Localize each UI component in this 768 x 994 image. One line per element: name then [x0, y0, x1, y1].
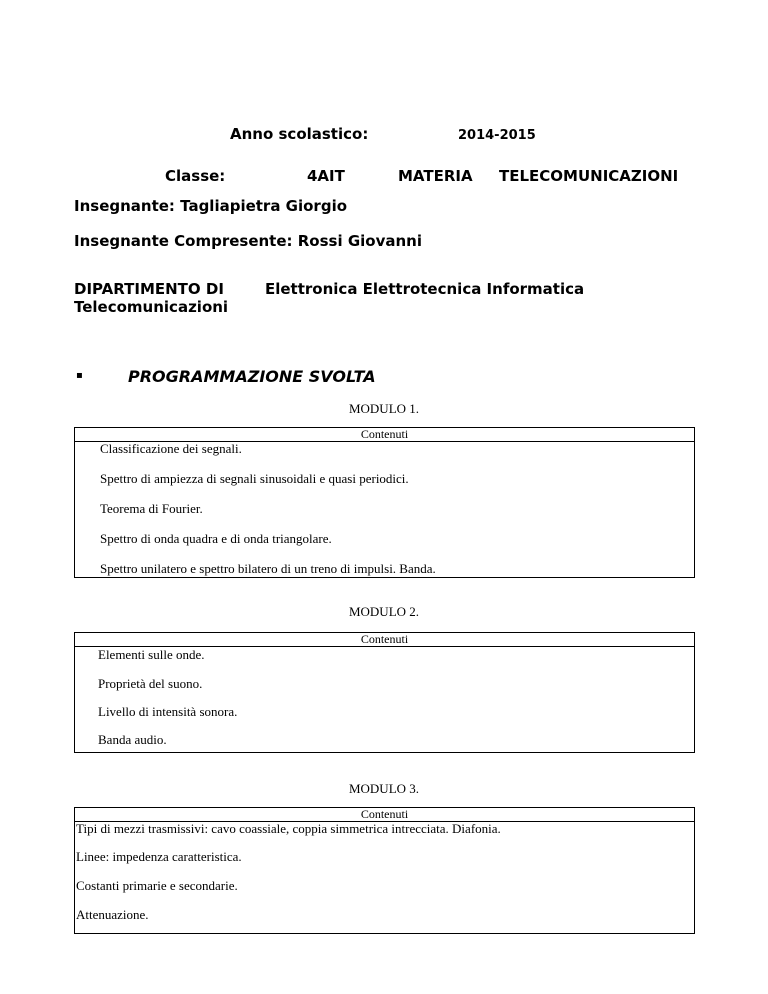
anno-label: Anno scolastico: — [230, 125, 369, 143]
bullet-icon: ▪ — [76, 370, 83, 381]
insegnante: Insegnante: Tagliapietra Giorgio — [74, 197, 348, 215]
list-item: Spettro di ampiezza di segnali sinusoidali e quasi periodici. — [100, 471, 409, 486]
module-3-box — [74, 807, 695, 934]
list-item: Classificazione dei segnali. — [100, 441, 242, 456]
module-2-box — [74, 632, 695, 753]
anno-value: 2014-2015 — [458, 128, 536, 143]
materia-value: TELECOMUNICAZIONI — [499, 167, 679, 185]
classe-label: Classe: — [165, 167, 226, 185]
dipartimento-label-line1: DIPARTIMENTO DI — [74, 280, 224, 298]
list-item: Spettro unilatero e spettro bilatero di un treno di impulsi. Banda. — [100, 561, 436, 576]
module-1-title: MODULO 1. — [348, 401, 420, 416]
module-3-header: Contenuti — [75, 808, 694, 822]
dipartimento-label-line2: Telecomunicazioni — [74, 298, 229, 316]
module-3-title: MODULO 3. — [348, 781, 420, 796]
list-item: Elementi sulle onde. — [98, 647, 205, 662]
list-item: Proprietà del suono. — [98, 676, 203, 691]
list-item: Teorema di Fourier. — [100, 501, 203, 516]
insegnante-compresente: Insegnante Compresente: Rossi Giovanni — [74, 232, 422, 250]
materia-label: MATERIA — [398, 167, 473, 185]
classe-value: 4AIT — [307, 167, 345, 185]
list-item: Costanti primarie e secondarie. — [76, 878, 238, 893]
module-2-header: Contenuti — [75, 633, 694, 647]
list-item: Livello di intensità sonora. — [98, 704, 238, 719]
list-item: Linee: impedenza caratteristica. — [76, 849, 242, 864]
list-item: Tipi di mezzi trasmissivi: cavo coassiale, coppia simmetrica intrecciata. Diafonia. — [76, 821, 501, 836]
module-1-header: Contenuti — [75, 428, 694, 442]
module-1-box — [74, 427, 695, 578]
module-2-title: MODULO 2. — [348, 604, 420, 619]
list-item: Banda audio. — [98, 732, 167, 747]
section-title: PROGRAMMAZIONE SVOLTA — [128, 367, 376, 386]
list-item: Attenuazione. — [76, 907, 149, 922]
dipartimento-value: Elettronica Elettrotecnica Informatica — [265, 280, 585, 298]
list-item: Spettro di onda quadra e di onda triangolare. — [100, 531, 332, 546]
